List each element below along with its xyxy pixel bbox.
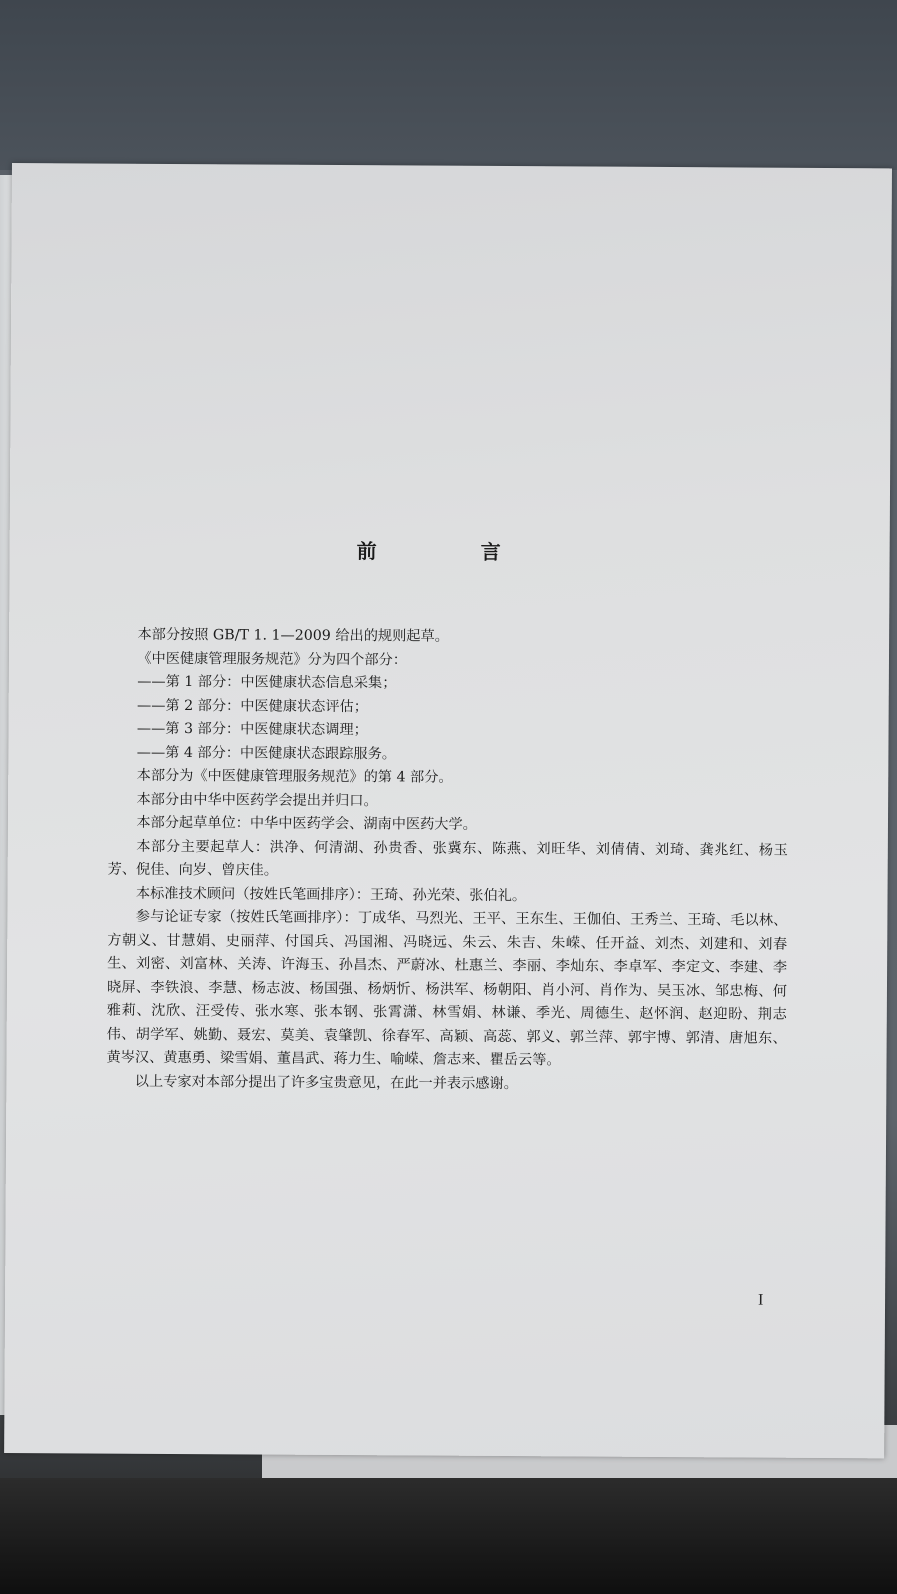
paragraph-this-part: 本部分为《中医健康管理服务规范》的第 4 部分。 bbox=[136, 767, 453, 786]
paragraph-main-drafters: 本部分主要起草人：洪净、何清湖、孙贵香、张冀东、陈燕、刘旺华、刘倩倩、刘琦、龚兆红、杨玉芳、倪佳、向岁、曾庆佳。 bbox=[107, 838, 788, 879]
paragraph-part-1: ——第 1 部分：中医健康状态信息采集； bbox=[137, 673, 397, 692]
paragraph-part-4: ——第 4 部分：中医健康状态跟踪服务。 bbox=[136, 744, 397, 762]
paragraph-proposer: 本部分由中华中医药学会提出并归口。 bbox=[136, 791, 378, 809]
paragraph-acknowledgement: 以上专家对本部分提出了许多宝贵意见，在此一并表示感谢。 bbox=[134, 1073, 518, 1092]
paragraph-drafting-rule: 本部分按照 GB/T 1. 1—2009 给出的规则起草。 bbox=[137, 626, 449, 645]
preface-body bbox=[106, 624, 789, 1098]
paragraph-experts: 参与论证专家（按姓氏笔画排序）：丁成华、马烈光、王平、王东生、王伽伯、王秀兰、王琦、毛以林、方朝义、甘慧娟、史丽萍、付国兵、冯国湘、冯晓远、朱云、朱吉、朱嵘、任开益、刘杰、刘建和、刘春生、刘密、刘富林、关涛、许海玉、孙昌杰、严蔚冰、杜惠兰、李丽、李灿东、李卓军、李定文、李建、李晓屏、李铁浪、李慧、杨志波、杨国强、杨炳忻、杨洪军、杨朝阳、肖小河、肖作为、吴玉冰、邹忠梅、何雅莉、沈欣、汪受传、张水寒、张本钢、张霄潇、林雪娟、林谦、季光、周德生、赵怀润、赵迎盼、荆志伟、胡学军、姚勤、聂宏、莫美、袁肇凯、徐春军、高颖、高蕊、郭义、郭兰萍、郭宇博、郭清、唐旭东、黄岑汉、黄惠勇、梁雪娟、董昌武、蒋力生、喻嵘、詹志来、瞿岳云等。 bbox=[106, 908, 788, 1069]
page-number: I bbox=[758, 1291, 764, 1309]
document-page bbox=[4, 163, 892, 1458]
paragraph-technical-advisors: 本标准技术顾问（按姓氏笔画排序）：王琦、孙光荣、张伯礼。 bbox=[135, 885, 527, 904]
bottom-shadow bbox=[0, 1478, 897, 1594]
page-title: 前 言 bbox=[356, 539, 543, 565]
background-desk bbox=[0, 0, 897, 170]
paragraph-part-3: ——第 3 部分：中医健康状态调理； bbox=[136, 720, 368, 739]
paragraph-part-2: ——第 2 部分：中医健康状态评估； bbox=[137, 697, 368, 715]
paragraph-parts-intro: 《中医健康管理服务规范》分为四个部分： bbox=[137, 650, 407, 668]
paragraph-drafting-units: 本部分起草单位：中华中医药学会、湖南中医药大学。 bbox=[136, 814, 477, 833]
